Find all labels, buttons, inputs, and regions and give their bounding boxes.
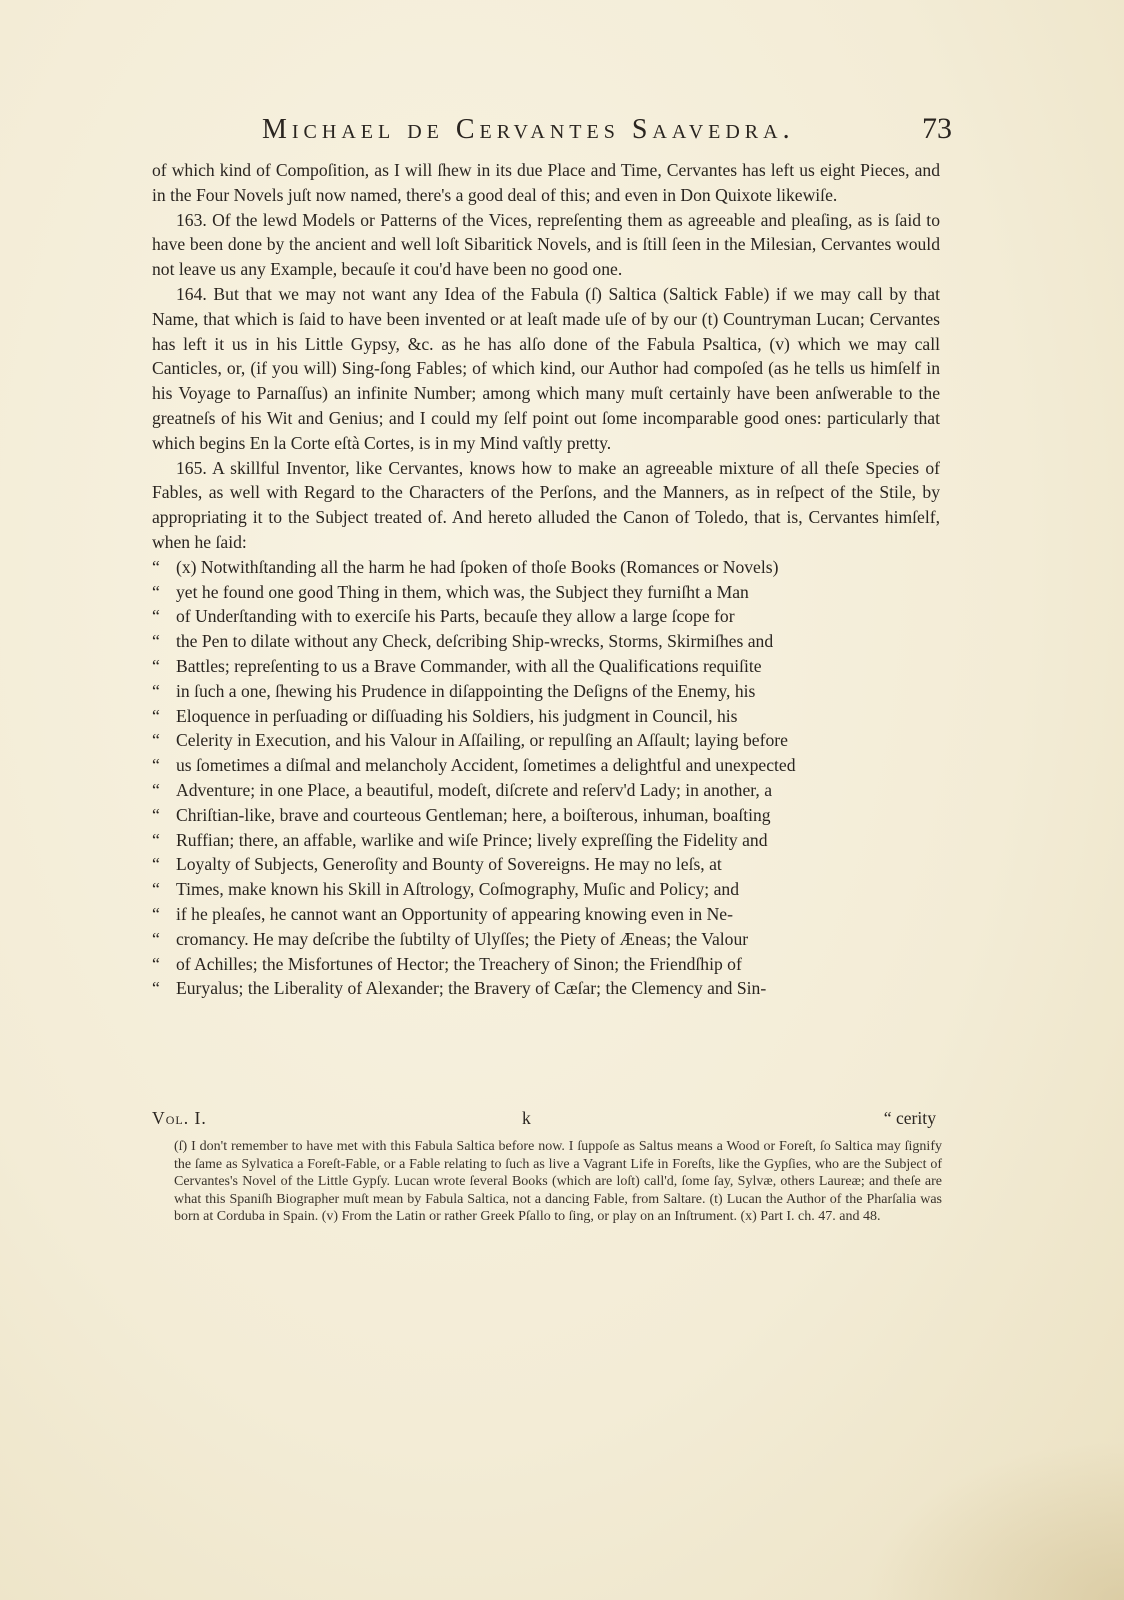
- quote-line: [152, 927, 940, 952]
- quote-line: [152, 952, 940, 977]
- quote-mark: “: [152, 680, 160, 701]
- running-head: [262, 112, 952, 146]
- quote-mark: “: [152, 854, 160, 875]
- quote-mark: “: [152, 879, 160, 900]
- quote-line-text: us ſometimes a diſmal and melancholy Accident, ſometimes a delightful and unexpected: [176, 755, 796, 776]
- quote-mark: “: [152, 655, 160, 676]
- quote-line: [152, 976, 940, 1001]
- quote-mark: “: [152, 779, 160, 800]
- quote-line-text: cromancy. He may deſcribe the ſubtilty of Ulyſſes; the Piety of Æneas; the Valour: [176, 928, 749, 949]
- quote-line: [152, 902, 940, 927]
- quote-line-text: Adventure; in one Place, a beautiful, modeſt, diſcrete and reſerv'd Lady; in another, a: [176, 779, 773, 800]
- quote-line-text: of Achilles; the Misfortunes of Hector; the Treachery of Sinon; the Friendſhip of: [176, 953, 742, 974]
- body-text: [152, 158, 940, 1001]
- quotation-block: [152, 555, 940, 1001]
- footnotes: [174, 1138, 942, 1226]
- quote-line: [152, 753, 940, 778]
- quote-line-text: if he pleaſes, he cannot want an Opportunity of appearing knowing even in Ne-: [176, 903, 733, 924]
- quote-line: [152, 803, 940, 828]
- page-number: 73: [922, 112, 952, 145]
- quote-mark: “: [152, 755, 160, 776]
- signature-mark: k: [522, 1108, 531, 1128]
- quote-line-text: Celerity in Execution, and his Valour in Aſſailing, or repulſing an Aſſault; laying before: [176, 730, 788, 751]
- quote-mark: “: [152, 606, 160, 627]
- quote-line: [152, 728, 940, 753]
- quote-mark: “: [152, 903, 160, 924]
- quote-mark: “: [152, 730, 160, 751]
- catchword: “ cerity: [883, 1108, 936, 1128]
- quote-line-text: Eloquence in perſuading or diſſuading his Soldiers, his judgment in Council, his: [176, 705, 738, 726]
- quote-mark: “: [152, 978, 160, 999]
- quote-mark: “: [152, 581, 160, 602]
- quote-line-text: Loyalty of Subjects, Generoſity and Bounty of Sovereigns. He may no leſs, at: [176, 854, 722, 875]
- quote-line: [152, 852, 940, 877]
- quote-line-text: Euryalus; the Liberality of Alexander; the Bravery of Cæſar; the Clemency and Sin-: [176, 978, 767, 999]
- quote-line: [152, 580, 940, 605]
- quote-line-text: the Pen to dilate without any Check, deſcribing Ship-wrecks, Storms, Skirmiſhes and: [176, 631, 774, 652]
- quote-mark: “: [152, 631, 160, 652]
- paragraph-164: 164. But that we may not want any Idea of the Fabula (ſ) Saltica (Saltick Fable) if we may call by that Name, that which is ſaid to have been invented or at leaſt made uſe of by our (t) Countryman Lucan; Cervantes has left it us in his Little Gypsy, &c. as he has alſo done of the Fabula Psaltica, (v) which we may call Canticles, or, (if you will) Sing-ſong Fables; of which kind, our Author had compoſed (as he tells us himſelf in his Voyage to Parnaſſus) an infinite Number; among which many muſt certainly have been anſwerable to the greatneſs of his Wit and Genius; and I could my ſelf point out ſome incomparable good ones: particularly that which begins En la Corte eſtà Cortes, is in my Mind vaſtly pretty.: [152, 283, 940, 453]
- quote-line-text: Times, make known his Skill in Aſtrology, Coſmography, Muſic and Policy; and: [176, 879, 739, 900]
- quote-mark: “: [152, 928, 160, 949]
- quote-line: [152, 704, 940, 729]
- paragraph-163: 163. Of the lewd Models or Patterns of the Vices, repreſenting them as agreeable and pleaſing, as is ſaid to have been done by the ancient and well loſt Sibaritick Novels, and is ſtill ſeen in the Milesian, Cervantes would not leave us any Example, becauſe it cou'd have been no good one.: [152, 209, 940, 280]
- quote-line-text: (x) Notwithſtanding all the harm he had ſpoken of thoſe Books (Romances or Novels): [176, 556, 779, 577]
- volume-label: Vol. I.: [152, 1108, 207, 1128]
- quote-line: [152, 679, 940, 704]
- quote-line: [152, 778, 940, 803]
- quote-line-text: in ſuch a one, ſhewing his Prudence in diſappointing the Deſigns of the Enemy, his: [176, 680, 756, 701]
- paragraph-continued: of which kind of Compoſition, as I will ſhew in its due Place and Time, Cervantes has left us eight Pieces, and in the Four Novels juſt now named, there's a good deal of this; and even in Don Quixote likewiſe.: [152, 160, 940, 205]
- signature-line: [152, 1108, 936, 1129]
- quote-line-text: of Underſtanding with to exerciſe his Parts, becauſe they allow a large ſcope for: [176, 606, 735, 627]
- quote-line-text: Ruffian; there, an affable, warlike and wiſe Prince; lively expreſſing the Fidelity and: [176, 829, 768, 850]
- quote-line-text: Chriſtian-like, brave and courteous Gentleman; here, a boiſterous, inhuman, boaſting: [176, 804, 771, 825]
- quote-line: [152, 629, 940, 654]
- quote-line: [152, 604, 940, 629]
- quote-line: [152, 654, 940, 679]
- quote-mark: “: [152, 953, 160, 974]
- quote-line: [152, 828, 940, 853]
- quote-mark: “: [152, 829, 160, 850]
- footnote-text: (ſ) I don't remember to have met with this Fabula Saltica before now. I ſuppoſe as Saltus means a Wood or Foreſt, ſo Saltica may ſignify the ſame as Sylvatica a Foreſt-Fable, or a Fable relating to ſuch as live a Vagrant Life in Foreſts, like the Gypſies, who are the Subject of Cervantes's Novel of the Little Gypſy. Lucan wrote ſeveral Books (which are loſt) call'd, ſome ſay, Sylvæ, others Laureæ; and theſe are what this Spaniſh Biographer muſt mean by Fabula Saltica, not a dancing Fable, from Saltare. (t) Lucan the Author of the Pharſalia was born at Corduba in Spain. (v) From the Latin or rather Greek Pſallo to ſing, or play on an Inſtrument. (x) Part I. ch. 47. and 48.: [174, 1139, 942, 1224]
- running-title: Michael de Cervantes Saavedra.: [262, 114, 795, 145]
- page-edge-shadow: [864, 1440, 1124, 1600]
- quote-line: [152, 555, 940, 580]
- quote-line: [152, 877, 940, 902]
- quote-line-text: yet he found one good Thing in them, which was, the Subject they furniſht a Man: [176, 581, 749, 602]
- paragraph-165: 165. A skillful Inventor, like Cervantes, knows how to make an agreeable mixture of all theſe Species of Fables, as well with Regard to the Characters of the Perſons, and the Manners, as in reſpect of the Stile, by appropriating it to the Subject treated of. And hereto alluded the Canon of Toledo, that is, Cervantes himſelf, when he ſaid:: [152, 457, 940, 552]
- quote-mark: “: [152, 705, 160, 726]
- quote-mark: “: [152, 804, 160, 825]
- quote-line-text: Battles; repreſenting to us a Brave Commander, with all the Qualifications requiſite: [176, 655, 762, 676]
- quote-mark: “: [152, 556, 160, 577]
